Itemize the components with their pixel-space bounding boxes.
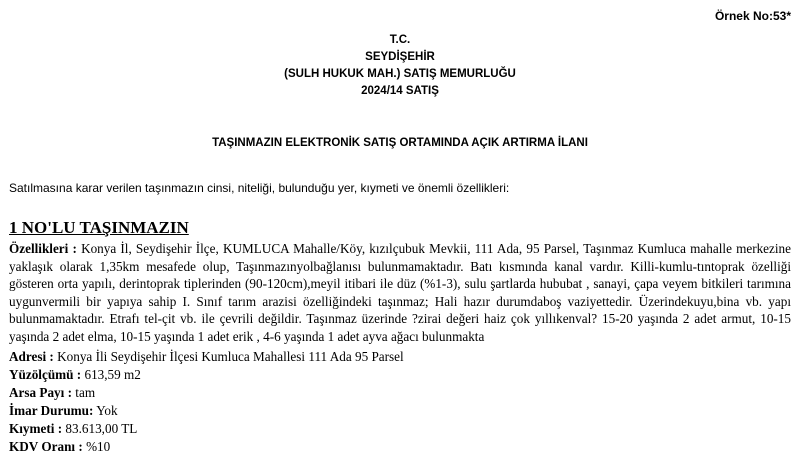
announcement-title: TAŞINMAZIN ELEKTRONİK SATIŞ ORTAMINDA AÇIK ARTIRMA İLANI <box>212 137 588 149</box>
value-label: Kıymeti : <box>9 421 63 436</box>
features-label: Özellikleri : <box>9 241 77 256</box>
header-republic: T.C. <box>389 34 411 46</box>
vat-value: %10 <box>86 439 111 454</box>
property-features <box>9 240 791 346</box>
zoning-label: İmar Durumu: <box>9 403 94 418</box>
intro-text: Satılmasına karar verilen taşınmazın cinsi, niteliği, bulunduğu yer, kıymeti ve önemli özellikleri: <box>9 181 510 195</box>
vat-label: KDV Oranı : <box>9 439 83 454</box>
area-value: 613,59 m2 <box>84 367 141 382</box>
header-office: (SULH HUKUK MAH.) SATIŞ MEMURLUĞU <box>284 68 516 80</box>
area-label: Yüzölçümü : <box>9 367 82 382</box>
features-text: Konya İl, Seydişehir İlçe, KUMLUCA Mahalle/Köy, kızılçubuk Mevkii, 111 Ada, 95 Parsel, Taşınmaz Kumluca mahalle merkezine yaklaşık olarak 1,35km mesafede olup, Taşınmazınyolbağlanısı bulunmamaktadır. Batı kısmında kanal vardır. Killi-kumlu-tıntoprak özelliği gösteren orta yapılı, derintoprak tiplerinden (90-120cm),meyil itibari ile düz (%1-3), sulu şartlarda hububat , sanayi, çapa veyem bitkileri tarımına uygunvermili bir yapıya sahip I. Sınıf tarım arazisi özelliğindeki taşınmaz; Hali hazır durumdaboş vaziyettedir. Üzerindekuyu,bina vb. yapı bulunmamaktadır. Etrafı tel-çit vb. ile çevrili değildir. Taşınmaz üzerinde ?zirai değeri haiz çok yıllıkenval? 15-20 yaşında 2 adet armut, 10-15 yaşında 2 adet elma, 10-15 yaşında 1 adet erik , 4-6 yaşında 1 adet ayva ağacı bulunmakta <box>9 241 791 344</box>
header-district: SEYDİŞEHİR <box>365 51 435 63</box>
header-case-number: 2024/14 SATIŞ <box>361 85 439 97</box>
vat-row <box>9 438 110 455</box>
zoning-value: Yok <box>96 403 118 418</box>
share-value: tam <box>75 385 96 400</box>
value-amount: 83.613,00 TL <box>65 421 138 436</box>
value-row <box>9 420 137 437</box>
zoning-row <box>9 402 118 419</box>
share-row <box>9 384 95 401</box>
address-row <box>9 348 404 365</box>
document-number: Örnek No:53* <box>714 9 791 23</box>
section-title: 1 NO'LU TAŞINMAZIN <box>9 218 189 237</box>
share-label: Arsa Payı : <box>9 385 72 400</box>
area-row <box>9 366 141 383</box>
address-value: Konya İli Seydişehir İlçesi Kumluca Mahallesi 111 Ada 95 Parsel <box>57 349 404 364</box>
address-label: Adresi : <box>9 349 54 364</box>
